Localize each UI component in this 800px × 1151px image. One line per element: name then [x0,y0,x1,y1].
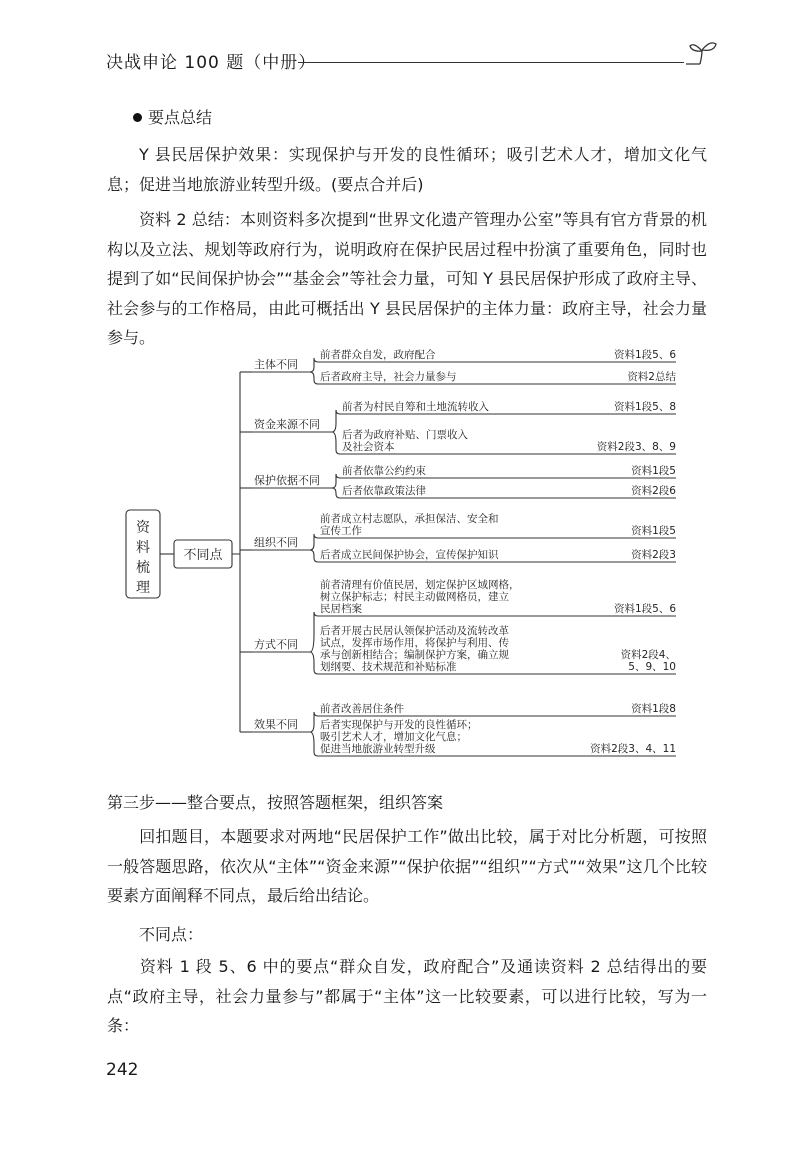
source-label: 资料2段3、8、9 [596,441,676,453]
paragraph-text: 资料 2 总结：本则资料多次提到“世界文化遗产管理办公室”等具有官方背景的机构以及立法、规划等政府行为，说明政府在保护民居过程中扮演了重要角色，同时也提到了如“民间保护协会”“基金会”等社会力量，可知 Y 县民居保护形成了政府主导、社会参与的工作格局，由此可概括出 Y 县民居保护的主体力量：政府主导，社会力量参与。 [107,210,707,347]
hub-label: 不同点 [183,548,223,563]
item-text-line: 吸引艺术人才，增加文化气息； [320,731,467,743]
bracket-lower [332,432,340,454]
bracket-lower [310,550,318,562]
item-text-line: 前者依靠公约约束 [342,465,426,477]
item-text-line: 后者为政府补贴、门票收入 [342,429,468,441]
bracket-upper [310,358,318,372]
paragraph-answer-framework [107,822,707,911]
item-text-line: 划纲要、技术规范和补贴标准 [320,661,457,673]
bracket-lower [310,372,318,384]
bracket-lower [310,732,318,756]
sprout-icon [682,38,722,70]
bracket-upper [332,474,340,488]
item-text-line: 前者群众自发，政府配合 [320,349,436,361]
paragraph-subject-comparison [107,952,707,1041]
root-label-char: 理 [136,580,150,596]
trunk-line [232,372,240,732]
paragraph-text: 回扣题目，本题要求对两地“民居保护工作”做出比较，属于对比分析题，可按照一般答题思路，依次从“主体”“资金来源”“保护依据”“组织”“方式”“效果”这几个比较要素方面阐释不同点，最后给出结论。 [107,827,707,905]
paragraph-text: 资料 1 段 5、6 中的要点“群众自发，政府配合”及通读资料 2 总结得出的要点“政府主导，社会力量参与”都属于“主体”这一比较要素，可以进行比较，写为一条： [107,957,707,1035]
source-label: 资料2段6 [631,485,676,497]
paragraph-effect-summary [107,140,707,199]
source-label: 资料2段3、4、11 [590,743,676,755]
item-text-line: 试点，发挥市场作用，将保护与利用、传 [320,637,509,649]
item-text-line: 及社会资本 [342,441,395,453]
page-number: 242 [106,1060,139,1080]
step-three-heading: 第三步——整合要点，按照答题框架，组织答案 [107,793,444,812]
root-label-char: 资 [136,520,150,536]
source-label: 资料2段4、 [620,649,676,661]
source-label: 资料1段5 [631,525,676,537]
source-label: 资料1段5、6 [613,603,676,615]
item-text-line: 促进当地旅游业转型升级 [320,743,436,755]
item-text-line: 后者依靠政策法律 [342,485,426,497]
branch-label-0: 主体不同 [254,358,298,371]
branch-label-3: 组织不同 [254,536,298,549]
bracket-lower [332,488,340,498]
item-text-line: 后者成立民间保护协会，宣传保护知识 [320,549,499,561]
item-text-line: 前者改善居住条件 [320,703,404,715]
paragraph-differences-label [107,920,707,950]
item-text-line: 后者政府主导，社会力量参与 [320,371,457,383]
section-heading [133,105,212,128]
item-text-line: 宣传工作 [320,525,362,537]
paragraph-text: 不同点： [139,925,204,944]
item-text-line: 前者为村民自筹和土地流转收入 [342,401,489,413]
branch-label-1: 资金来源不同 [254,418,320,431]
branch-label-4: 方式不同 [254,638,298,651]
bracket-upper [310,712,318,732]
source-label: 资料1段5、8 [613,401,676,413]
bracket-upper [332,410,340,432]
running-header: 决战申论 100 题（中册） [106,53,317,73]
section-heading-text: 要点总结 [148,108,213,127]
branch-label-2: 保护依据不同 [254,474,320,487]
paragraph-material2-summary [107,205,707,353]
root-label-char: 梳 [136,560,150,576]
item-text-line: 民居档案 [320,603,362,615]
bracket-lower [310,652,318,674]
root-label-char: 料 [136,540,150,556]
item-text-line: 前者成立村志愿队，承担保洁、安全和 [320,513,499,525]
item-text-line: 树立保护标志；村民主动做网格员，建立 [320,591,509,603]
item-text-line: 后者实现保护与开发的良性循环； [320,719,478,731]
bracket-upper [310,534,318,550]
branch-label-5: 效果不同 [254,718,298,731]
item-text-line: 后者开展古民居认领保护活动及流转改革 [320,625,509,637]
source-label: 资料2总结 [627,371,676,383]
source-label: 5、9、10 [628,661,676,673]
mind-map-diagram [120,340,700,780]
source-label: 资料1段5、6 [613,349,676,361]
item-text-line: 前者清理有价值民居，划定保护区域网格， [320,579,520,591]
item-text-line: 承与创新相结合；编制保护方案，确立规 [320,649,509,661]
paragraph-text: Y 县民居保护效果：实现保护与开发的良性循环；吸引艺术人才，增加文化气息；促进当地旅游业转型升级。(要点合并后) [107,145,707,194]
source-label: 资料2段3 [631,549,676,561]
source-label: 资料1段8 [631,703,676,715]
header-rule [298,62,684,63]
bracket-upper [310,612,318,652]
source-label: 资料1段5 [631,465,676,477]
